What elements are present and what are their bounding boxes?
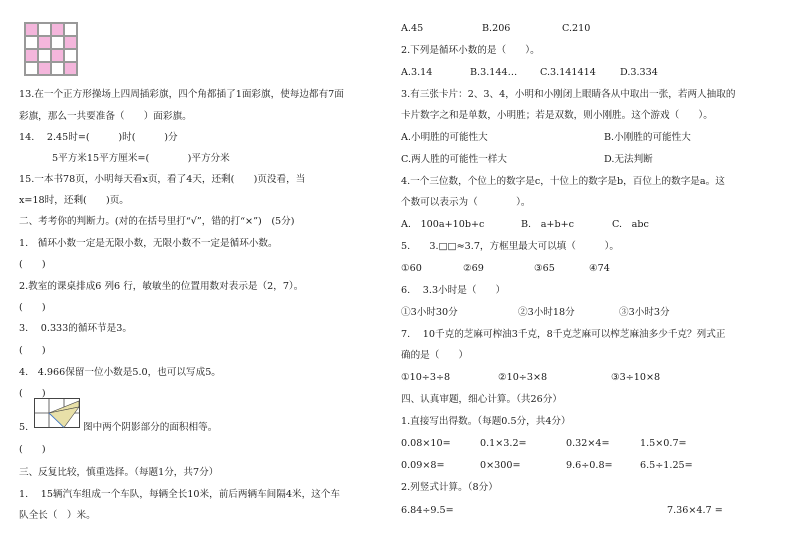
section-4-heading: 四、认真审题，细心计算。（共26分）	[401, 394, 562, 405]
calc-item: 0.08×10=	[401, 438, 451, 449]
calc-item: 0×300=	[480, 460, 521, 471]
choice-7-option-1: ①10÷3÷8	[401, 372, 451, 383]
section-2-heading: 二、考考你的判断力。(对的在括号里打“√”，错的打“×”) (5分)	[19, 216, 295, 227]
calc-item: 0.1×3.2=	[480, 438, 527, 449]
choice-1-line1: 1. 15辆汽车组成一个车队，每辆全长10米，前后两辆车间隔4米，这个车	[19, 489, 340, 500]
choice-1-option-b: B.206	[482, 23, 511, 34]
calc-subsection-1: 1.直接写出得数。（每题0.5分，共4分）	[401, 416, 571, 427]
judge-5-blank: ( )	[19, 444, 46, 455]
choice-5-option-1: ①60	[401, 263, 422, 274]
judge-2-blank: ( )	[19, 302, 46, 313]
choice-2-option-a: A.3.14	[401, 67, 433, 78]
calc-item: 0.09×8=	[401, 460, 445, 471]
judge-3: 3. 0.333的循环节是3。	[19, 323, 132, 334]
choice-4-line2: 个数可以表示为（ ）。	[401, 197, 531, 208]
judge-1: 1. 循环小数一定是无限小数，无限小数不一定是循环小数。	[19, 238, 278, 249]
calc-subsection-2: 2.列竖式计算。（8分）	[401, 482, 498, 493]
choice-4-option-c: C. abc	[612, 219, 649, 230]
q13-line2: 彩旗，那么一共要准备（ ）面彩旗。	[19, 111, 192, 122]
choice-7-option-2: ②10÷3×8	[498, 372, 548, 383]
choice-4-option-b: B. a+b+c	[521, 219, 575, 230]
calc-item: 0.32×4=	[566, 438, 610, 449]
choice-2-option-b: B.3.144…	[470, 67, 518, 78]
calc-item: 9.6÷0.8=	[566, 460, 613, 471]
choice-6-option-1: ①3小时30分	[401, 307, 458, 318]
choice-5-option-2: ②69	[463, 263, 484, 274]
choice-3-option-b: B.小刚胜的可能性大	[604, 132, 691, 143]
choice-7-line2: 确的是（ ）	[401, 350, 469, 361]
choice-7-line1: 7. 10千克的芝麻可榨油3千克，8千克芝麻可以榨芝麻油多少千克？列式正	[401, 329, 726, 340]
choice-6-option-3: ③3小时3分	[619, 307, 670, 318]
q13-line1: 13.在一个正方形操场上四周插彩旗，四个角都插了1面彩旗，使每边都有7面	[19, 89, 344, 100]
choice-3-option-c: C.两人胜的可能性一样大	[401, 154, 507, 165]
q14-line2: 5平方米15平方厘米=( )平方分米	[52, 153, 230, 164]
shaded-triangles-figure	[34, 398, 80, 428]
choice-5-option-4: ④74	[589, 263, 610, 274]
calc-item: 6.5÷1.25=	[640, 460, 693, 471]
square-grid-figure	[24, 22, 78, 76]
choice-6: 6. 3.3小时是（ ）	[401, 285, 506, 296]
choice-7-option-3: ③3÷10×8	[611, 372, 661, 383]
choice-3-option-d: D.无法判断	[604, 154, 653, 165]
choice-5-option-3: ③65	[534, 263, 555, 274]
choice-3-line1: 3.有三张卡片：2、3、4，小明和小刚闭上眼睛各从中取出一张，若两人抽取的	[401, 89, 736, 100]
judge-4-blank: ( )	[19, 388, 46, 399]
q15-line2: x=18时，还剩( )页。	[19, 195, 129, 206]
choice-1-option-c: C.210	[562, 23, 591, 34]
choice-2: 2.下列是循环小数的是（ ）。	[401, 45, 540, 56]
choice-5: 5. 3.□□≈3.7，方框里最大可以填（ ）。	[401, 241, 620, 252]
choice-2-option-c: C.3.141414	[540, 67, 596, 78]
vertical-calc-1: 6.84÷9.5=	[401, 505, 454, 516]
choice-1-line2: 队全长（ ）米。	[19, 510, 96, 521]
judge-5: 图中两个阴影部分的面积相等。	[83, 422, 218, 433]
q15-line1: 15.一本书78页，小明每天看x页，看了4天，还剩( )页没看，当	[19, 174, 306, 185]
calc-item: 1.5×0.7=	[640, 438, 687, 449]
judge-3-blank: ( )	[19, 345, 46, 356]
vertical-calc-2: 7.36×4.7 =	[667, 505, 723, 516]
choice-3-line2: 卡片数字之和是单数，小明胜；若是双数，则小刚胜。这个游戏（ ）。	[401, 110, 713, 121]
choice-1-option-a: A.45	[401, 23, 424, 34]
judge-1-blank: ( )	[19, 259, 46, 270]
choice-4-option-a: A. 100a+10b+c	[401, 219, 485, 230]
choice-6-option-2: ②3小时18分	[518, 307, 575, 318]
choice-4-line1: 4.一个三位数，个位上的数字是c，十位上的数字是b，百位上的数字是a。这	[401, 176, 725, 187]
q14-line1: 14. 2.45时=( )时( )分	[19, 132, 178, 143]
choice-2-option-d: D.3.334	[620, 67, 658, 78]
choice-3-option-a: A.小明胜的可能性大	[401, 132, 488, 143]
section-3-heading: 三、反复比较，慎重选择。（每题1分，共7分）	[19, 467, 219, 478]
judge-2: 2.教室的课桌排成6 列6 行，敏敏坐的位置用数对表示是（2，7）。	[19, 281, 304, 292]
judge-4: 4. 4.966保留一位小数是5.0，也可以写成5。	[19, 367, 221, 378]
judge-5-number: 5.	[19, 422, 29, 433]
